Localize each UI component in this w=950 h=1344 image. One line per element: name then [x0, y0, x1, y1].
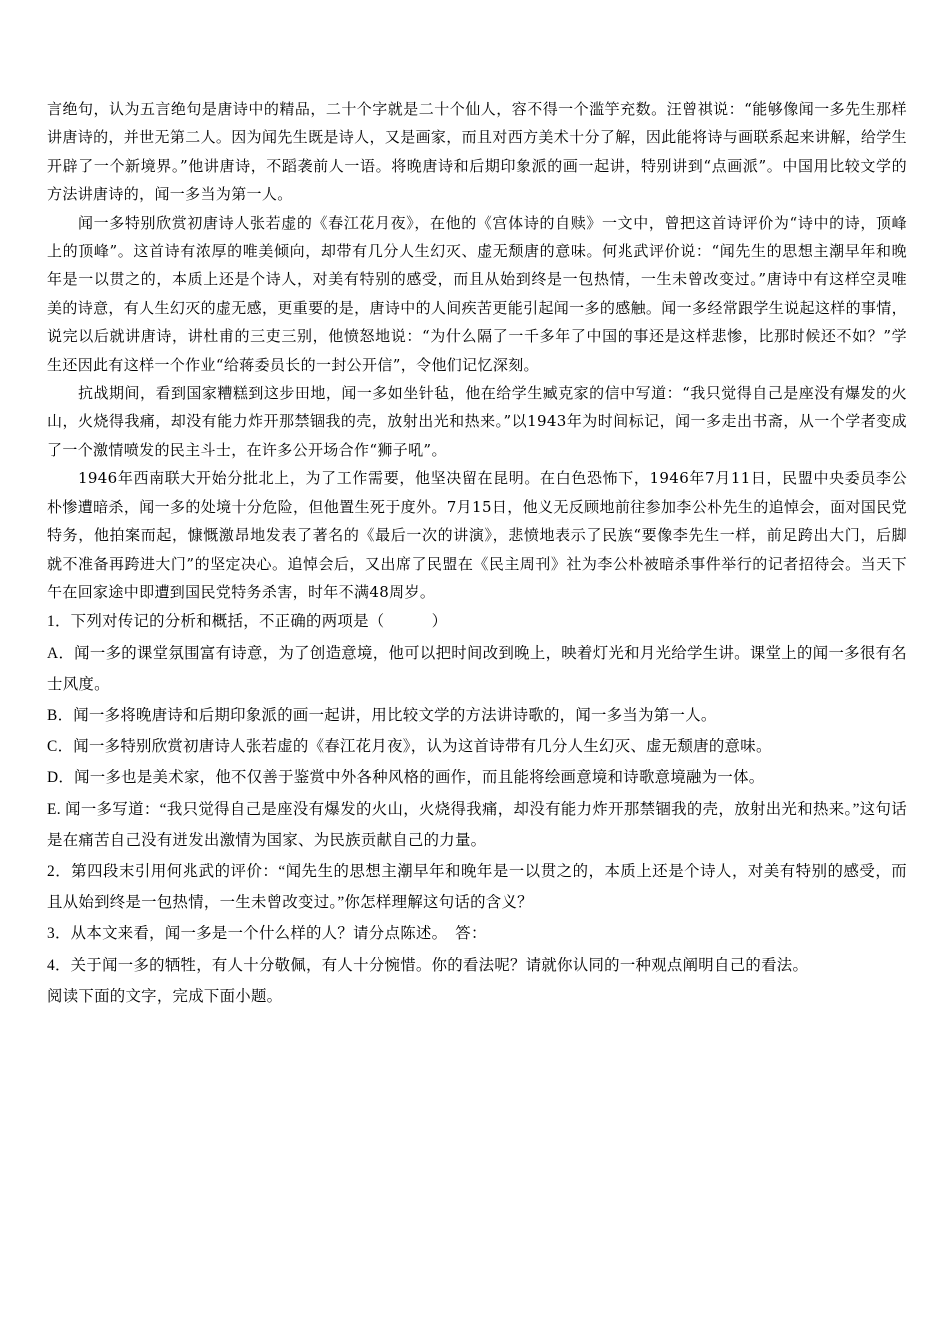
- passage-paragraph-2: 闻一多特别欣赏初唐诗人张若虚的《春江花月夜》，在他的《宫体诗的自赎》一文中，曾把这首诗评价为“诗中的诗，顶峰上的顶峰”。这首诗有浓厚的唯美倾向，却带有几分人生幻灭、虚无颓唐的意味。何兆武评价说：“闻先生的思想主潮早年和晚年是一以贯之的，本质上还是个诗人，对美有特别的感受，而且从始到终是一包热情，一生未曾改变过。”唐诗中有这样空灵唯美的诗意，有人生幻灭的虚无感，更重要的是，唐诗中的人间疾苦更能引起闻一多的感触。闻一多经常跟学生说起这样的事情，说完以后就讲唐诗，讲杜甫的三吏三别，他愤怒地说：“为什么隔了一千多年了中国的事还是这样悲惨，比那时候还不如？”学生还因此有这样一个作业“给蒋委员长的一封公开信”，令他们记忆深刻。: [47, 213, 907, 374]
- question-1-option-e: E. 闻一多写道：“我只觉得自己是座没有爆发的火山，火烧得我痛，却没有能力炸开那禁锢我的壳，放射出光和热来。”这句话是在痛苦自己没有迸发出激情为国家、为民族贡献自己的力量。: [47, 800, 907, 849]
- question-1-stem: 1．下列对传记的分析和概括，不正确的两项是（ ）: [47, 613, 448, 631]
- question-2: 2．第四段末引用何兆武的评价：“闻先生的思想主潮早年和晚年是一以贯之的，本质上还是个诗人，对美有特别的感受，而且从始到终是一包热情，一生未曾改变过。”你怎样理解这句话的含义？: [47, 862, 907, 912]
- question-4: 4．关于闻一多的牺牲，有人十分敬佩，有人十分惋惜。你的看法呢？请就你认同的一种观点阐明自己的看法。: [47, 956, 809, 974]
- passage-paragraph-4: 1946年西南联大开始分批北上，为了工作需要，他坚决留在昆明。在白色恐怖下，1946年7月11日，民盟中央委员李公朴惨遭暗杀，闻一多的处境十分危险，但他置生死于度外。7月15日，他义无反顾地前往参加李公朴先生的追悼会，面对国民党特务，他拍案而起，慷慨激昂地发表了著名的《最后一次的讲演》，悲愤地表示了民族“要像李先生一样，前足跨出大门，后脚就不准备再跨进大门”的坚定决心。追悼会后，又出席了民盟在《民主周刊》社为李公朴被暗杀事件举行的记者招待会。当天下午在回家途中即遭到国民党特务杀害，时年不满48周岁。: [47, 469, 907, 601]
- passage-paragraph-3: 抗战期间，看到国家糟糕到这步田地，闻一多如坐针毡，他在给学生臧克家的信中写道：“我只觉得自己是座没有爆发的火山，火烧得我痛，却没有能力炸开那禁锢我的壳，放射出光和热来。”以1943年为时间标记，闻一多走出书斋，从一个学者变成了一个激情喷发的民主斗士，在许多公开场合作“狮子吼”。: [47, 384, 907, 459]
- question-1-option-b: B．闻一多将晚唐诗和后期印象派的画一起讲，用比较文学的方法讲诗歌的，闻一多当为第一人。: [47, 706, 717, 724]
- next-section-instruction: 阅读下面的文字，完成下面小题。: [47, 987, 283, 1005]
- passage-paragraph-1: 言绝句，认为五言绝句是唐诗中的精品，二十个字就是二十个仙人，容不得一个滥竽充数。汪曾祺说：“能够像闻一多先生那样讲唐诗的，并世无第二人。因为闻先生既是诗人，又是画家，而且对西方美术十分了解，因此能将诗与画联系起来讲解，给学生开辟了一个新境界。”他讲唐诗，不蹈袭前人一语。将晚唐诗和后期印象派的画一起讲，特别讲到“点画派”。中国用比较文学的方法讲唐诗的，闻一多当为第一人。: [47, 100, 907, 204]
- question-1-option-a: A．闻一多的课堂氛围富有诗意，为了创造意境，他可以把时间改到晚上，映着灯光和月光给学生讲。课堂上的闻一多很有名士风度。: [47, 644, 907, 693]
- question-3: 3．从本文来看，闻一多是一个什么样的人？请分点陈述。 答：: [47, 925, 487, 943]
- question-1-option-c: C．闻一多特别欣赏初唐诗人张若虚的《春江花月夜》，认为这首诗带有几分人生幻灭、虚无颓唐的意味。: [47, 738, 772, 756]
- document-page: [47, 95, 907, 1012]
- question-1-option-d: D．闻一多也是美术家，他不仅善于鉴赏中外各种风格的画作，而且能将绘画意境和诗歌意境融为一体。: [47, 769, 765, 787]
